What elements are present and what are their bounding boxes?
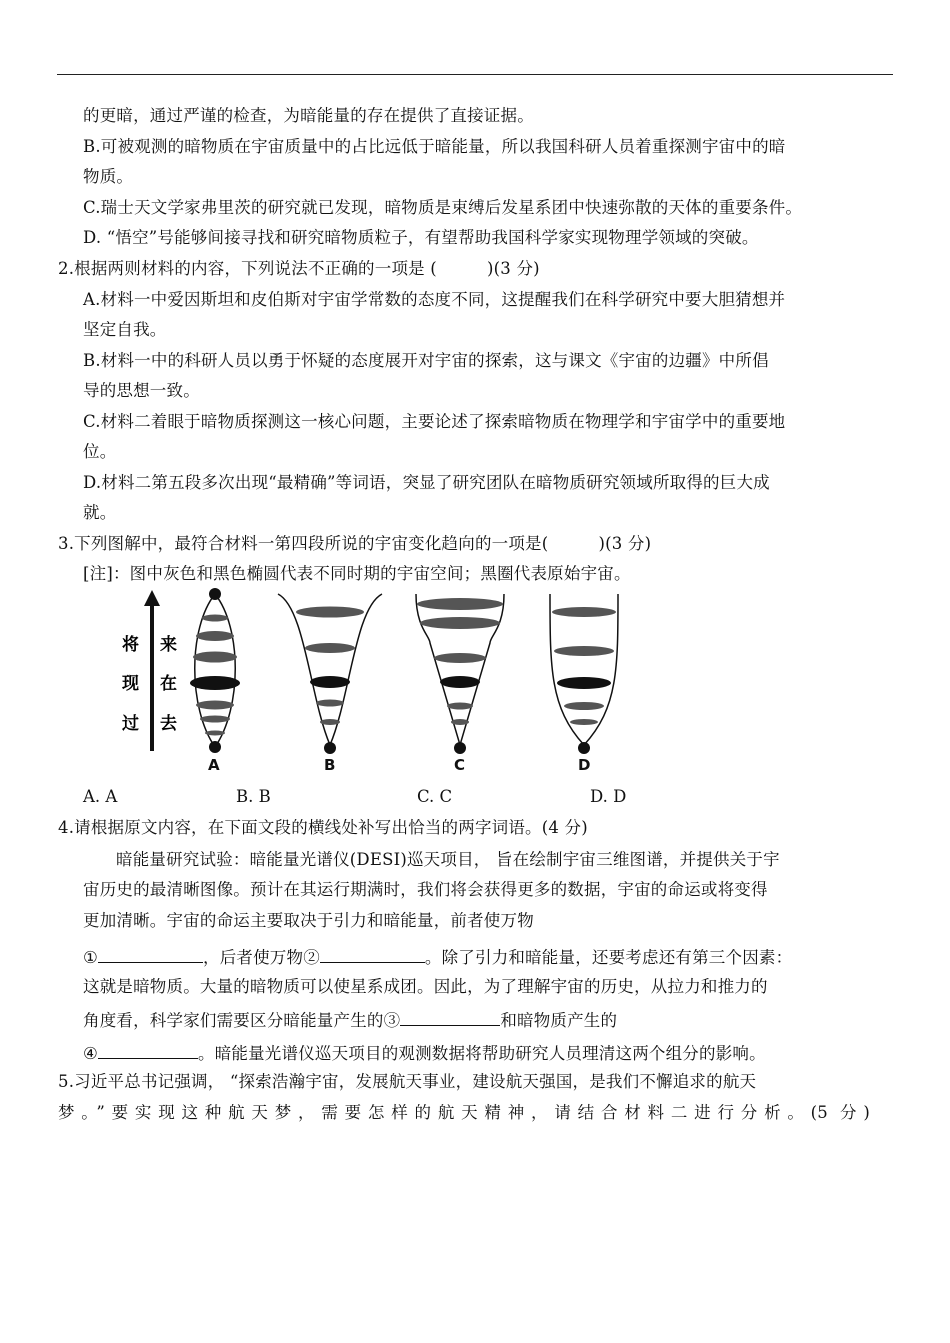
blank-1[interactable] [98, 944, 203, 963]
q2-option-b-line1: B.材料一中的科研人员以勇于怀疑的态度展开对宇宙的探索，这与课文《宇宙的边疆》中所倡 [83, 351, 769, 370]
q2-option-b-line2: 导的思想一致。 [83, 381, 200, 400]
option-b-line2: 物质。 [83, 167, 134, 186]
option-b-line1: B.可被观测的暗物质在宇宙质量中的占比远低于暗能量，所以我国科研人员着重探测宇宙中的暗 [83, 137, 786, 156]
diagram-label-a: A [208, 756, 220, 774]
time-axis-arrowhead [144, 590, 160, 606]
axis-char: 现 [122, 674, 139, 694]
question-5-line2: 梦。”要实现这种航天梦，需要怎样的航天精神，请结合材料二进行分析。(5 分) [58, 1103, 870, 1122]
q3-option-d[interactable]: D. D [590, 787, 627, 806]
diagram-d [550, 594, 618, 754]
q2-option-c-line1: C.材料二着眼于暗物质探测这一核心问题，主要论述了探索暗物质在物理学和宇宙学中的重要地 [83, 412, 786, 431]
q4-passage-line-blanks [83, 1007, 617, 1032]
q4-passage-line-blanks [83, 1040, 766, 1065]
header-rule [57, 74, 893, 75]
axis-char: 将 [122, 635, 139, 655]
q4-passage-line: 暗能量研究试验：暗能量光谱仪(DESI)巡天项目， 旨在绘制宇宙三维图谱，并提供关于宇 [116, 850, 780, 869]
blank-marker-1: ① [83, 948, 98, 967]
question-2: 2.根据两则材料的内容，下列说法不正确的一项是 ( )(3 分) [58, 259, 540, 278]
passage-fragment: ，后者使万物② [203, 948, 320, 967]
axis-char: 来 [160, 635, 177, 655]
q2-option-d-line2: 就。 [83, 503, 117, 522]
q4-passage-line: 更加清晰。宇宙的命运主要取决于引力和暗能量，前者使万物 [83, 911, 534, 930]
q2-option-c-line2: 位。 [83, 442, 117, 461]
blank-marker-4: ④ [83, 1044, 98, 1063]
diagram-a [190, 588, 240, 753]
diagram-label-c: C [454, 756, 466, 774]
q3-option-b[interactable]: B. B [236, 787, 271, 806]
passage-fragment: 。除了引力和暗能量，还要考虑还有第三个因素： [424, 948, 793, 967]
option-c-line: C.瑞士天文学家弗里茨的研究就已发现，暗物质是束缚后发星系团中快速弥散的天体的重要条件。 [83, 198, 803, 217]
axis-char: 过 [122, 714, 139, 734]
question-3-note: [注]：图中灰色和黑色椭圆代表不同时期的宇宙空间；黑圈代表原始宇宙。 [83, 564, 631, 583]
question-3: 3.下列图解中，最符合材料一第四段所说的宇宙变化趋向的一项是( )(3 分) [58, 534, 652, 553]
text-line: 的更暗，通过严谨的检查，为暗能量的存在提供了直接证据。 [83, 106, 534, 125]
axis-char: 在 [160, 674, 177, 694]
blank-2[interactable] [320, 944, 425, 963]
option-d-line: D. “悟空”号能够间接寻找和研究暗物质粒子，有望帮助我国科学家实现物理学领域的突破。 [83, 228, 759, 247]
universe-diagram [100, 588, 720, 778]
diagram-c [416, 594, 504, 754]
q2-option-a-line2: 坚定自我。 [83, 320, 167, 339]
q4-passage-line-blanks [83, 944, 792, 969]
passage-fragment: 角度看，科学家们需要区分暗能量产生的③ [83, 1011, 401, 1030]
q2-option-d-line1: D.材料二第五段多次出现“最精确”等词语，突显了研究团队在暗物质研究领域所取得的巨大成 [83, 473, 770, 492]
passage-fragment: 。暗能量光谱仪巡天项目的观测数据将帮助研究人员理清这两个组分的影响。 [198, 1044, 766, 1063]
diagram-label-b: B [324, 756, 336, 774]
axis-char: 去 [160, 714, 177, 734]
q3-option-c[interactable]: C. C [417, 787, 453, 806]
q2-option-a-line1: A.材料一中爱因斯坦和皮伯斯对宇宙学常数的态度不同，这提醒我们在科学研究中要大胆猜想并 [83, 290, 786, 309]
q3-option-a[interactable]: A. A [83, 787, 118, 806]
universe-diagram-svg [100, 588, 720, 778]
blank-3[interactable] [400, 1007, 500, 1026]
diagram-b [278, 594, 382, 754]
blank-4[interactable] [98, 1040, 198, 1059]
passage-fragment: 和暗物质产生的 [500, 1011, 618, 1030]
q4-passage-line: 这就是暗物质。大量的暗物质可以使星系成团。因此，为了理解宇宙的历史，从拉力和推力的 [83, 977, 768, 996]
q4-passage-line: 宙历史的最清晰图像。预计在其运行期满时，我们将会获得更多的数据，宇宙的命运或将变得 [83, 880, 768, 899]
question-5-line1: 5.习近平总书记强调， “探索浩瀚宇宙，发展航天事业，建设航天强国，是我们不懈追求的航天 [58, 1072, 757, 1091]
diagram-label-d: D [578, 756, 591, 774]
question-4: 4.请根据原文内容，在下面文段的横线处补写出恰当的两字词语。(4 分) [58, 818, 588, 837]
